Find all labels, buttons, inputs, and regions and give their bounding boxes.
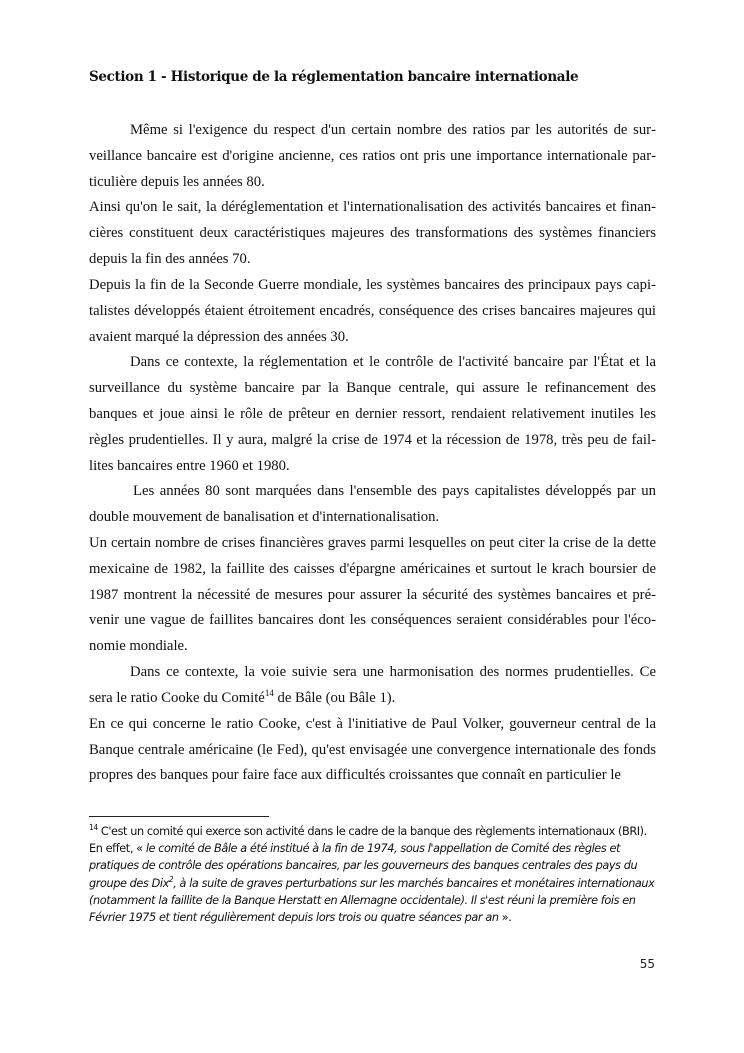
- section-title: Section 1 - Historique de la réglementation bancaire internationale: [89, 69, 579, 85]
- paragraph: Dans ce contexte, la réglementation et le contrôle de l'activité bancaire par l'État et la surveillance du système bancaire par la Banque centrale, qui assure le refinancement des banques et joue ainsi le rôle de prêteur en dernier ressort, rendaient relativement inutiles les règles prudentielles. Il y aura, malgré la crise de 1974 et la récession de 1978, très peu de faillites bancaires entre 1960 et 1980.: [89, 354, 656, 474]
- paragraph: Ainsi qu'on le sait, la déréglementation et l'internationalisation des activités bancaires et financières constituent deux caractéristiques majeures des transformations des systèmes financiers depuis la fin des années 70.: [89, 199, 656, 268]
- paragraph: En ce qui concerne le ratio Cooke, c'est à l'initiative de Paul Volker, gouverneur central de la Banque centrale américaine (le Fed), qu'est envisagée une convergence internationale des fonds propres des banques pour faire face aux difficultés croissantes que connaît en particulier le: [89, 715, 656, 784]
- footnote-quote: , à la suite de graves perturbations sur les marchés bancaires et monétaires internationaux (notamment la faillite de la Banque Herstatt en Allemagne occidentale). Il s'est réuni la première fois en Février 1975 et tient régulièrement depuis lors trois ou quatre séances par an: [89, 876, 655, 925]
- paragraph-text: Dans ce contexte, la voie suivie sera une harmonisation des normes prudentielles. Ce sera le ratio Cooke du Comité: [89, 664, 656, 706]
- footnote-reference[interactable]: 14: [264, 687, 274, 698]
- paragraph: Depuis la fin de la Seconde Guerre mondiale, les systèmes bancaires des principaux pays capitalistes développés étaient étroitement encadrés, conséquence des crises bancaires majeures qui avaient marqué la dépression des années 30.: [89, 276, 656, 345]
- footnote-intro: C'est un comité qui exerce son activité dans le cadre de la banque des règlements internationaux (BRI). En effet, «: [89, 825, 647, 856]
- body-text: [89, 118, 656, 789]
- paragraph-text: de Bâle (ou Bâle 1).: [277, 689, 396, 706]
- paragraph: Même si l'exigence du respect d'un certain nombre des ratios par les autorités de surveillance bancaire est d'origine ancienne, ces ratios ont pris une importance internationale particulière depuis les années 80.: [89, 122, 656, 190]
- footnote-closing: ».: [501, 911, 512, 925]
- page-number: 55: [639, 957, 655, 971]
- paragraph: [89, 660, 656, 712]
- footnote: [89, 823, 657, 926]
- footnote-quote: le comité de Bâle a été institué à la fin de 1974, sous l'appellation de Comité des règles et pratiques de contrôle des opérations bancaires, par les gouverneurs des banques centrales des pays du groupe des Dix: [89, 842, 638, 890]
- footnote-quote-sup: 2: [168, 874, 174, 884]
- paragraph: Les années 80 sont marquées dans l'ensemble des pays capitalistes développés par un double mouvement de banalisation et d'internationalisation.: [89, 483, 656, 526]
- paragraph: Un certain nombre de crises financières graves parmi lesquelles on peut citer la crise de la dette mexicaine de 1982, la faillite des caisses d'épargne américaines et surtout le krach boursier de 1987 montrent la nécessité de mesures pour assurer la sécurité des systèmes bancaires et prévenir une vague de faillites bancaires dont les conséquences seraient considérables pour l'économie mondiale.: [89, 535, 656, 655]
- footnote-number: 14: [89, 823, 98, 833]
- footnote-divider: [89, 816, 269, 817]
